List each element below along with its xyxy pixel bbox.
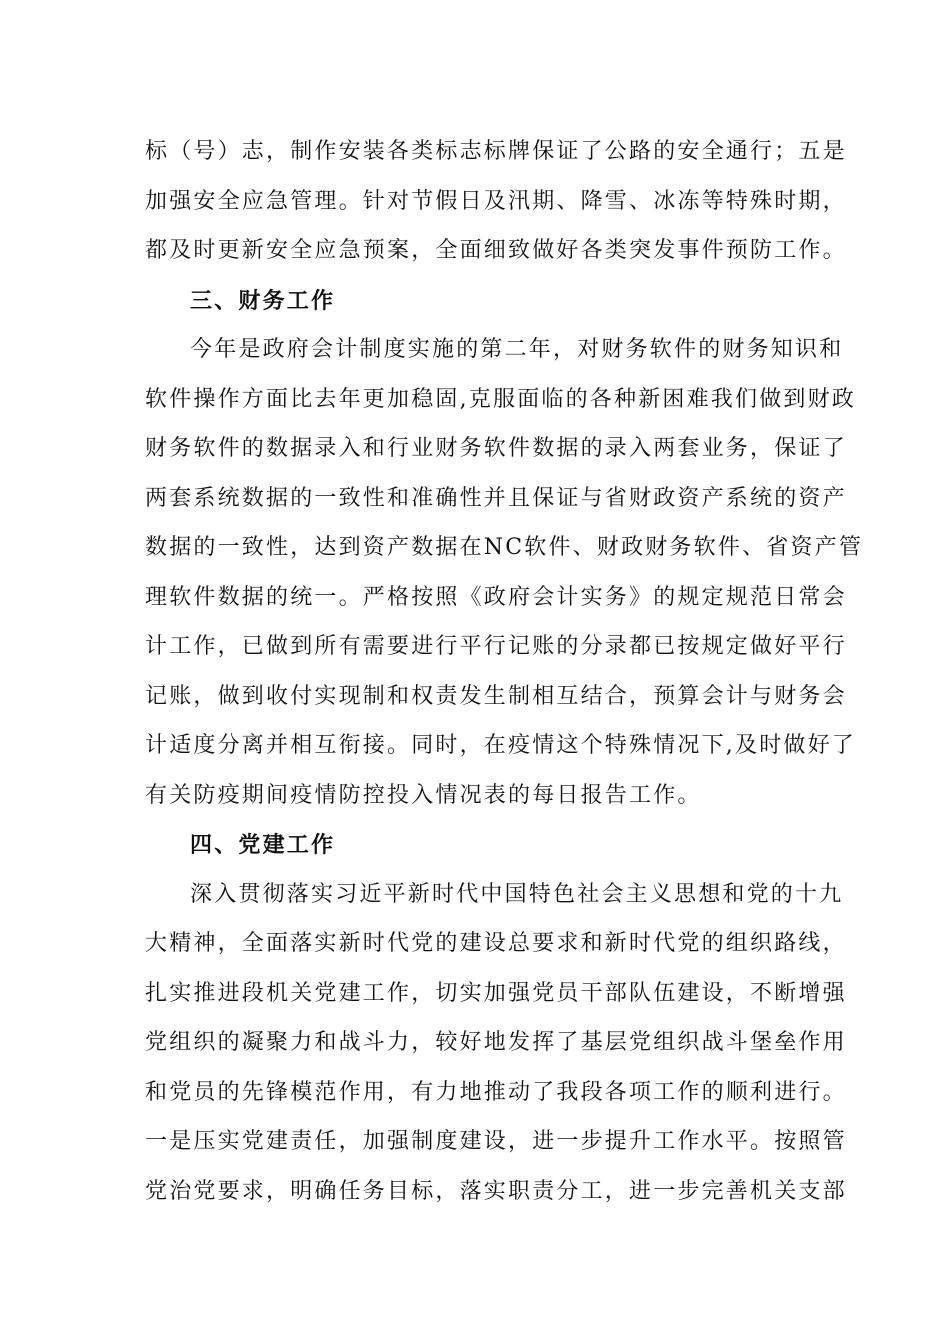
body-text-line: 一是压实党建责任，加强制度建设，进一步提升工作水平。按照管 — [145, 1129, 847, 1154]
body-text-line: 计工作，已做到所有需要进行平行记账的分录都已按规定做好平行 — [145, 634, 847, 659]
body-text-line: 深入贯彻落实习近平新时代中国特色社会主义思想和党的十九 — [190, 882, 844, 907]
body-text-line: 大精神，全面落实新时代党的建设总要求和新时代党的组织路线， — [145, 931, 847, 956]
body-text-line: 计适度分离并相互衔接。同时，在疫情这个特殊情况下,及时做好了 — [145, 733, 856, 758]
body-text-line: 加强安全应急管理。针对节假日及汛期、降雪、冰冻等特殊时期， — [145, 189, 847, 214]
section-heading-party-building: 四、党建工作 — [190, 832, 336, 858]
body-text-line: 党治党要求，明确任务目标，落实职责分工，进一步完善机关支部 — [145, 1179, 847, 1204]
body-text-line: 都及时更新安全应急预案，全面细致做好各类突发事件预防工作。 — [145, 238, 847, 263]
body-text-line: 数据的一致性，达到资产数据在NC软件、财政财务软件、省资产管 — [145, 535, 864, 560]
body-text-line: 财务软件的数据录入和行业财务软件数据的录入两套业务，保证了 — [145, 436, 847, 461]
section-heading-finance: 三、财务工作 — [190, 288, 336, 314]
body-text-line: 和党员的先锋模范作用，有力地推动了我段各项工作的顺利进行。 — [145, 1080, 847, 1105]
body-text-line: 软件操作方面比去年更加稳固,克服面临的各种新困难我们做到财政 — [145, 387, 856, 412]
body-text-line: 党组织的凝聚力和战斗力，较好地发挥了基层党组织战斗堡垒作用 — [145, 1030, 847, 1055]
body-text-line: 扎实推进段机关党建工作，切实加强党员干部队伍建设，不断增强 — [145, 981, 847, 1006]
body-text-line: 有关防疫期间疫情防控投入情况表的每日报告工作。 — [145, 783, 702, 808]
body-text-line: 今年是政府会计制度实施的第二年，对财务软件的财务知识和 — [190, 337, 844, 362]
body-text-line: 两套系统数据的一致性和准确性并且保证与省财政资产系统的资产 — [145, 486, 847, 511]
body-text-line: 标（号）志，制作安装各类标志标牌保证了公路的安全通行；五是 — [145, 139, 847, 164]
body-text-line: 理软件数据的统一。严格按照《政府会计实务》的规定规范日常会 — [145, 585, 847, 610]
body-text-line: 记账，做到收付实现制和权责发生制相互结合，预算会计与财务会 — [145, 684, 847, 709]
